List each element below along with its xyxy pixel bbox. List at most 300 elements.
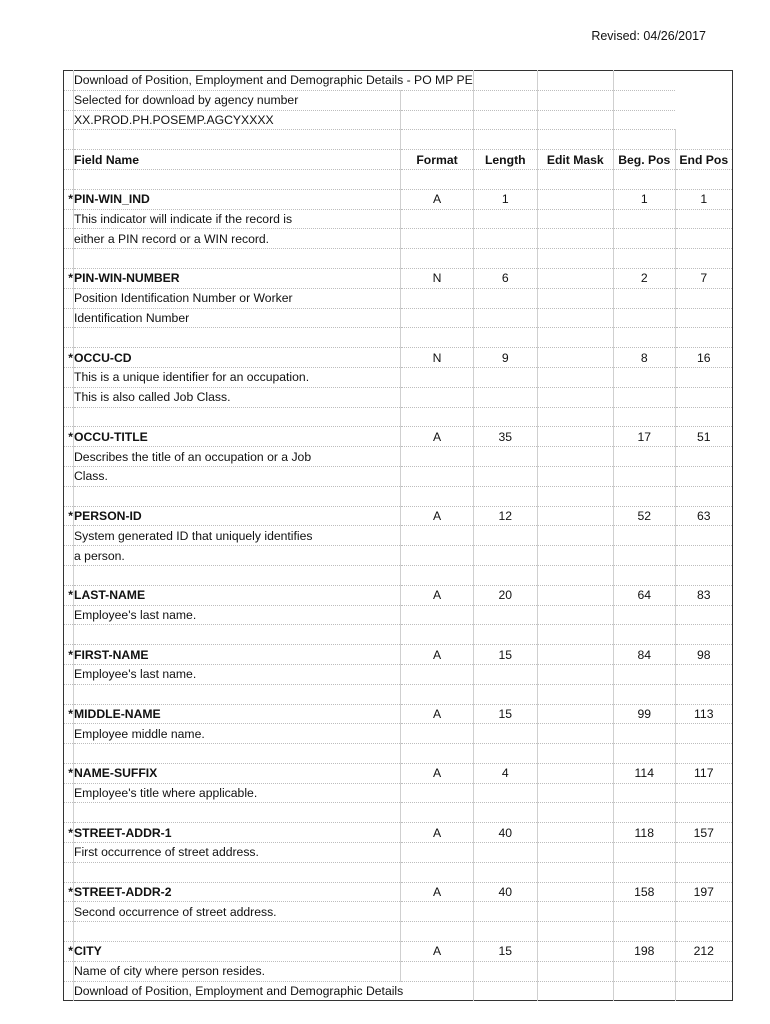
field-end-pos: 16 xyxy=(675,348,732,368)
field-beg-pos: 1 xyxy=(613,189,675,209)
required-marker: * xyxy=(64,763,74,783)
empty-cell xyxy=(64,288,74,308)
field-description: This is also called Job Class. xyxy=(74,387,401,407)
empty-cell xyxy=(613,71,675,91)
empty-cell xyxy=(613,209,675,229)
empty-cell xyxy=(401,684,474,704)
field-edit-mask xyxy=(537,823,613,843)
field-description: Position Identification Number or Worker xyxy=(74,288,401,308)
empty-cell xyxy=(74,130,401,150)
field-format: A xyxy=(401,704,474,724)
empty-cell xyxy=(74,249,401,269)
empty-cell xyxy=(537,565,613,585)
empty-cell xyxy=(613,367,675,387)
description-row xyxy=(64,447,733,467)
empty-cell xyxy=(537,387,613,407)
empty-cell xyxy=(473,902,537,922)
empty-cell xyxy=(613,803,675,823)
empty-cell xyxy=(473,229,537,249)
empty-cell xyxy=(473,308,537,328)
footer-row xyxy=(64,981,733,1001)
empty-cell xyxy=(64,229,74,249)
empty-cell xyxy=(613,486,675,506)
required-marker: * xyxy=(64,882,74,902)
field-end-pos: 1 xyxy=(675,189,732,209)
field-name: LAST-NAME xyxy=(74,585,401,605)
field-edit-mask xyxy=(537,585,613,605)
empty-cell xyxy=(613,902,675,922)
empty-cell xyxy=(64,922,74,942)
empty-cell xyxy=(613,447,675,467)
empty-cell xyxy=(675,684,732,704)
empty-cell xyxy=(613,169,675,189)
empty-cell xyxy=(675,407,732,427)
empty-cell xyxy=(64,130,74,150)
field-name: PERSON-ID xyxy=(74,506,401,526)
required-marker: * xyxy=(64,942,74,962)
empty-cell xyxy=(401,526,474,546)
empty-cell xyxy=(473,367,537,387)
empty-cell xyxy=(537,249,613,269)
empty-cell xyxy=(64,961,74,981)
col-beg-pos: Beg. Pos xyxy=(613,150,675,170)
field-format: A xyxy=(401,506,474,526)
description-row xyxy=(64,229,733,249)
empty-cell xyxy=(74,744,401,764)
empty-cell xyxy=(613,387,675,407)
table-row xyxy=(64,130,733,150)
field-description: a person. xyxy=(74,546,401,566)
table-row xyxy=(64,328,733,348)
description-row xyxy=(64,961,733,981)
empty-cell xyxy=(401,229,474,249)
required-marker: * xyxy=(64,427,74,447)
field-row xyxy=(64,506,733,526)
table-row xyxy=(64,862,733,882)
empty-cell xyxy=(401,803,474,823)
field-beg-pos: 52 xyxy=(613,506,675,526)
empty-cell xyxy=(473,71,537,91)
field-description: Employee's last name. xyxy=(74,605,401,625)
empty-cell xyxy=(401,447,474,467)
description-row xyxy=(64,526,733,546)
empty-cell xyxy=(537,229,613,249)
col-length: Length xyxy=(473,150,537,170)
empty-cell xyxy=(64,664,74,684)
empty-cell xyxy=(401,843,474,863)
empty-cell xyxy=(675,229,732,249)
field-end-pos: 197 xyxy=(675,882,732,902)
field-end-pos: 117 xyxy=(675,763,732,783)
field-edit-mask xyxy=(537,427,613,447)
field-end-pos: 212 xyxy=(675,942,732,962)
empty-cell xyxy=(64,328,74,348)
empty-cell xyxy=(675,328,732,348)
empty-cell xyxy=(74,169,401,189)
empty-cell xyxy=(64,466,74,486)
empty-cell xyxy=(537,486,613,506)
empty-cell xyxy=(74,922,401,942)
field-row xyxy=(64,763,733,783)
empty-cell xyxy=(473,664,537,684)
column-header-row xyxy=(64,150,733,170)
empty-cell xyxy=(64,447,74,467)
empty-cell xyxy=(613,843,675,863)
empty-cell xyxy=(537,605,613,625)
empty-cell xyxy=(675,308,732,328)
empty-cell xyxy=(473,130,537,150)
empty-cell xyxy=(401,605,474,625)
empty-cell xyxy=(401,486,474,506)
empty-cell xyxy=(613,110,675,130)
empty-cell xyxy=(537,664,613,684)
empty-cell xyxy=(64,783,74,803)
empty-cell xyxy=(537,407,613,427)
empty-cell xyxy=(613,328,675,348)
field-format: A xyxy=(401,942,474,962)
empty-cell xyxy=(675,288,732,308)
empty-cell xyxy=(74,486,401,506)
empty-cell xyxy=(675,843,732,863)
empty-cell xyxy=(473,209,537,229)
empty-cell xyxy=(74,625,401,645)
empty-cell xyxy=(473,546,537,566)
empty-cell xyxy=(537,922,613,942)
field-format: A xyxy=(401,882,474,902)
empty-cell xyxy=(537,684,613,704)
field-beg-pos: 99 xyxy=(613,704,675,724)
field-format: A xyxy=(401,427,474,447)
empty-cell xyxy=(401,387,474,407)
empty-cell xyxy=(473,843,537,863)
field-description: This is a unique identifier for an occupation. xyxy=(74,367,401,387)
col-edit-mask: Edit Mask xyxy=(537,150,613,170)
empty-cell xyxy=(64,367,74,387)
empty-cell xyxy=(537,447,613,467)
field-format: A xyxy=(401,645,474,665)
field-row xyxy=(64,585,733,605)
empty-cell xyxy=(613,407,675,427)
table-row xyxy=(64,90,733,110)
field-end-pos: 63 xyxy=(675,506,732,526)
table-row xyxy=(64,922,733,942)
description-row xyxy=(64,288,733,308)
empty-cell xyxy=(64,546,74,566)
required-marker: * xyxy=(64,268,74,288)
empty-cell xyxy=(537,367,613,387)
empty-cell xyxy=(613,724,675,744)
empty-cell xyxy=(613,783,675,803)
field-length: 12 xyxy=(473,506,537,526)
empty-cell xyxy=(473,862,537,882)
field-name: CITY xyxy=(74,942,401,962)
field-end-pos: 83 xyxy=(675,585,732,605)
field-edit-mask xyxy=(537,882,613,902)
empty-cell xyxy=(537,803,613,823)
empty-cell xyxy=(537,466,613,486)
description-row xyxy=(64,209,733,229)
empty-cell xyxy=(401,724,474,744)
required-marker: * xyxy=(64,645,74,665)
description-row xyxy=(64,724,733,744)
field-format: A xyxy=(401,585,474,605)
empty-cell xyxy=(537,308,613,328)
empty-cell xyxy=(675,565,732,585)
empty-cell xyxy=(613,664,675,684)
empty-cell xyxy=(613,565,675,585)
empty-cell xyxy=(537,71,613,91)
field-row xyxy=(64,704,733,724)
empty-cell xyxy=(401,130,474,150)
field-edit-mask xyxy=(537,942,613,962)
empty-cell xyxy=(675,486,732,506)
required-marker: * xyxy=(64,348,74,368)
field-length: 35 xyxy=(473,427,537,447)
empty-cell xyxy=(675,387,732,407)
empty-cell xyxy=(473,724,537,744)
empty-cell xyxy=(675,605,732,625)
field-end-pos: 7 xyxy=(675,268,732,288)
col-end-pos: End Pos xyxy=(675,150,732,170)
field-name: FIRST-NAME xyxy=(74,645,401,665)
empty-cell xyxy=(473,783,537,803)
empty-cell xyxy=(613,90,675,110)
empty-cell xyxy=(473,565,537,585)
empty-cell xyxy=(401,664,474,684)
empty-cell xyxy=(675,961,732,981)
field-row xyxy=(64,427,733,447)
table-row xyxy=(64,684,733,704)
table-row xyxy=(64,249,733,269)
empty-cell xyxy=(473,922,537,942)
empty-cell xyxy=(401,328,474,348)
empty-cell xyxy=(401,862,474,882)
field-edit-mask xyxy=(537,704,613,724)
field-description: Second occurrence of street address. xyxy=(74,902,401,922)
field-beg-pos: 8 xyxy=(613,348,675,368)
empty-cell xyxy=(537,862,613,882)
field-length: 6 xyxy=(473,268,537,288)
field-length: 15 xyxy=(473,645,537,665)
field-edit-mask xyxy=(537,268,613,288)
table-row xyxy=(64,486,733,506)
empty-cell xyxy=(613,546,675,566)
empty-cell xyxy=(64,150,74,170)
empty-cell xyxy=(64,902,74,922)
empty-cell xyxy=(401,783,474,803)
required-marker: * xyxy=(64,704,74,724)
field-length: 15 xyxy=(473,942,537,962)
field-name: PIN-WIN-NUMBER xyxy=(74,268,401,288)
field-edit-mask xyxy=(537,763,613,783)
empty-cell xyxy=(74,328,401,348)
revised-date: Revised: 04/26/2017 xyxy=(591,29,706,43)
field-name: STREET-ADDR-2 xyxy=(74,882,401,902)
empty-cell xyxy=(473,288,537,308)
field-description: Employee middle name. xyxy=(74,724,401,744)
field-beg-pos: 198 xyxy=(613,942,675,962)
field-format: A xyxy=(401,823,474,843)
header-line: Selected for download by agency number xyxy=(74,90,401,110)
footer-line: Download of Position, Employment and Demographic Details xyxy=(74,981,474,1001)
empty-cell xyxy=(473,744,537,764)
table-row xyxy=(64,169,733,189)
empty-cell xyxy=(675,625,732,645)
empty-cell xyxy=(537,961,613,981)
description-row xyxy=(64,664,733,684)
table-row xyxy=(64,407,733,427)
field-description: Employee's title where applicable. xyxy=(74,783,401,803)
empty-cell xyxy=(64,387,74,407)
empty-cell xyxy=(613,526,675,546)
empty-cell xyxy=(537,744,613,764)
field-format: N xyxy=(401,268,474,288)
field-row xyxy=(64,882,733,902)
col-field-name: Field Name xyxy=(74,150,401,170)
empty-cell xyxy=(613,466,675,486)
empty-cell xyxy=(64,565,74,585)
field-row xyxy=(64,645,733,665)
field-description: Name of city where person resides. xyxy=(74,961,401,981)
empty-cell xyxy=(401,466,474,486)
empty-cell xyxy=(473,486,537,506)
field-description: Class. xyxy=(74,466,401,486)
empty-cell xyxy=(401,308,474,328)
field-description: System generated ID that uniquely identifies xyxy=(74,526,401,546)
empty-cell xyxy=(64,684,74,704)
empty-cell xyxy=(537,783,613,803)
empty-cell xyxy=(675,803,732,823)
empty-cell xyxy=(675,447,732,467)
empty-cell xyxy=(613,229,675,249)
empty-cell xyxy=(675,744,732,764)
field-beg-pos: 118 xyxy=(613,823,675,843)
empty-cell xyxy=(473,387,537,407)
field-edit-mask xyxy=(537,348,613,368)
field-length: 9 xyxy=(473,348,537,368)
field-length: 40 xyxy=(473,882,537,902)
field-length: 1 xyxy=(473,189,537,209)
field-name: MIDDLE-NAME xyxy=(74,704,401,724)
field-beg-pos: 2 xyxy=(613,268,675,288)
field-description: Employee's last name. xyxy=(74,664,401,684)
description-row xyxy=(64,546,733,566)
field-row xyxy=(64,189,733,209)
empty-cell xyxy=(401,110,474,130)
empty-cell xyxy=(473,169,537,189)
empty-cell xyxy=(537,130,613,150)
field-name: STREET-ADDR-1 xyxy=(74,823,401,843)
field-name: OCCU-CD xyxy=(74,348,401,368)
description-row xyxy=(64,367,733,387)
header-line: Download of Position, Employment and Demographic Details - PO MP PE xyxy=(74,71,474,91)
empty-cell xyxy=(74,565,401,585)
empty-cell xyxy=(473,625,537,645)
empty-cell xyxy=(613,130,675,150)
empty-cell xyxy=(613,744,675,764)
field-end-pos: 157 xyxy=(675,823,732,843)
empty-cell xyxy=(64,605,74,625)
empty-cell xyxy=(613,625,675,645)
empty-cell xyxy=(64,803,74,823)
empty-cell xyxy=(537,110,613,130)
empty-cell xyxy=(675,862,732,882)
field-format: A xyxy=(401,189,474,209)
empty-cell xyxy=(675,902,732,922)
description-row xyxy=(64,843,733,863)
empty-cell xyxy=(64,249,74,269)
empty-cell xyxy=(537,981,613,1001)
empty-cell xyxy=(64,862,74,882)
empty-cell xyxy=(74,407,401,427)
field-end-pos: 51 xyxy=(675,427,732,447)
empty-cell xyxy=(473,605,537,625)
empty-cell xyxy=(537,546,613,566)
field-format: N xyxy=(401,348,474,368)
table-row xyxy=(64,71,733,91)
empty-cell xyxy=(401,407,474,427)
empty-cell xyxy=(537,526,613,546)
required-marker: * xyxy=(64,823,74,843)
empty-cell xyxy=(473,447,537,467)
field-format: A xyxy=(401,763,474,783)
field-row xyxy=(64,268,733,288)
empty-cell xyxy=(74,684,401,704)
empty-cell xyxy=(537,90,613,110)
empty-cell xyxy=(675,130,732,150)
header-line: XX.PROD.PH.POSEMP.AGCYXXXX xyxy=(74,110,401,130)
table-row xyxy=(64,803,733,823)
empty-cell xyxy=(675,981,732,1001)
empty-cell xyxy=(473,961,537,981)
field-edit-mask xyxy=(537,645,613,665)
empty-cell xyxy=(473,110,537,130)
empty-cell xyxy=(401,209,474,229)
field-description: Describes the title of an occupation or a Job xyxy=(74,447,401,467)
field-length: 40 xyxy=(473,823,537,843)
required-marker: * xyxy=(64,189,74,209)
empty-cell xyxy=(401,961,474,981)
empty-cell xyxy=(537,288,613,308)
field-description: This indicator will indicate if the record is xyxy=(74,209,401,229)
empty-cell xyxy=(401,169,474,189)
table-row xyxy=(64,744,733,764)
field-name: OCCU-TITLE xyxy=(74,427,401,447)
field-description: First occurrence of street address. xyxy=(74,843,401,863)
empty-cell xyxy=(537,328,613,348)
empty-cell xyxy=(675,546,732,566)
required-marker: * xyxy=(64,585,74,605)
description-row xyxy=(64,605,733,625)
empty-cell xyxy=(74,862,401,882)
empty-cell xyxy=(675,466,732,486)
empty-cell xyxy=(537,625,613,645)
empty-cell xyxy=(401,922,474,942)
empty-cell xyxy=(675,783,732,803)
empty-cell xyxy=(473,90,537,110)
empty-cell xyxy=(675,367,732,387)
empty-cell xyxy=(537,724,613,744)
field-spec-table xyxy=(63,70,733,1001)
empty-cell xyxy=(473,328,537,348)
field-description: Identification Number xyxy=(74,308,401,328)
empty-cell xyxy=(64,71,74,91)
empty-cell xyxy=(675,169,732,189)
field-beg-pos: 114 xyxy=(613,763,675,783)
empty-cell xyxy=(537,209,613,229)
empty-cell xyxy=(401,288,474,308)
empty-cell xyxy=(537,169,613,189)
